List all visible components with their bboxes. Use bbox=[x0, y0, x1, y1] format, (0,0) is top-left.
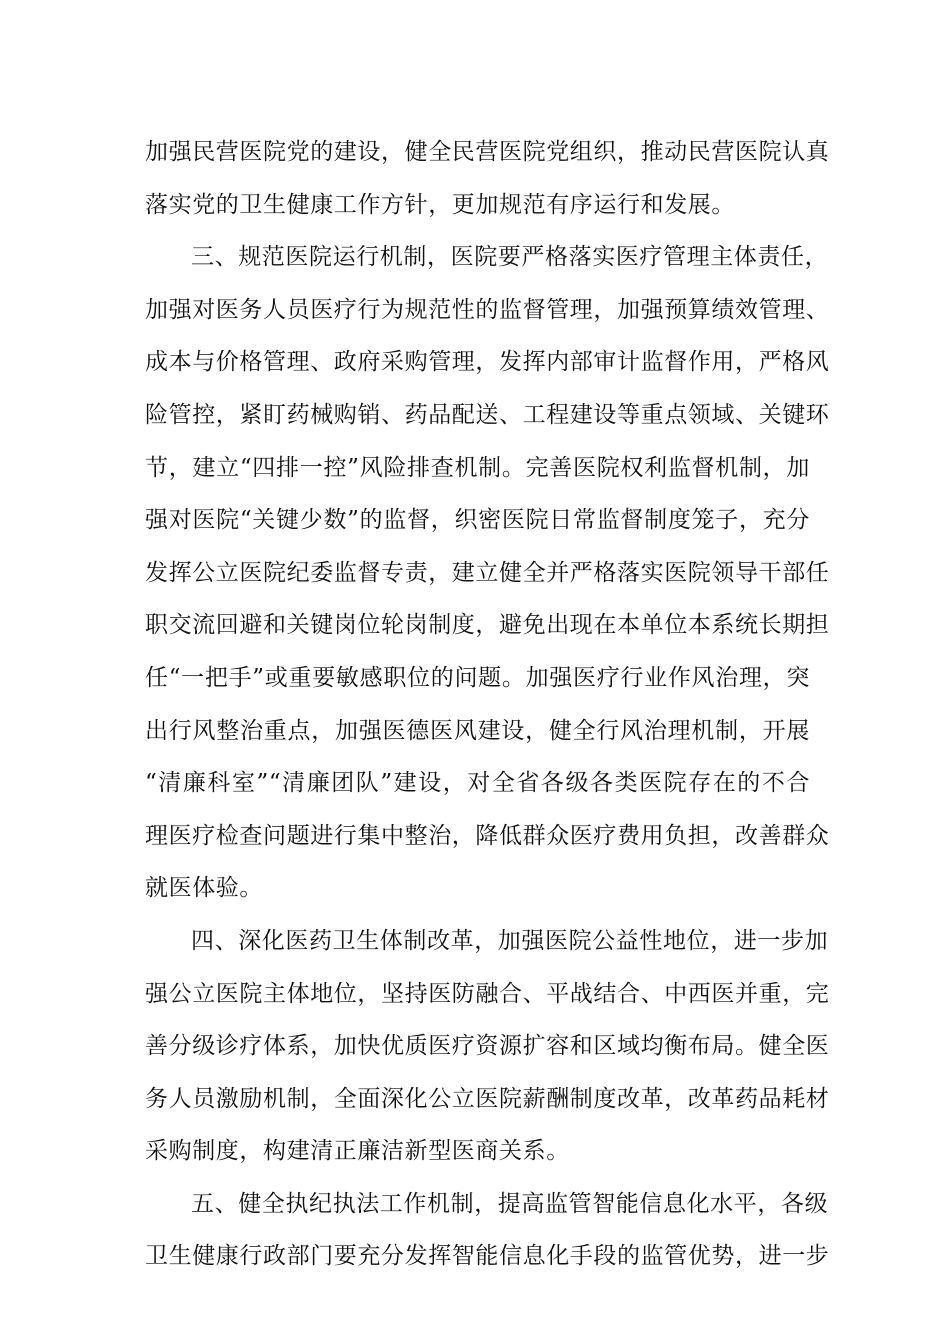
text-line: 落实党的卫生健康工作方针，更加规范有序运行和发展。 bbox=[145, 191, 735, 218]
text-line: 三、规范医院运行机制，医院要严格落实医疗管理主体责任， bbox=[191, 244, 829, 271]
text-line: 成本与价格管理、政府采购管理，发挥内部审计监督作用，严格风 bbox=[145, 349, 830, 376]
text-line: “清廉科室”“清廉团队”建设，对全省各级各类医院存在的不合 bbox=[145, 770, 810, 797]
paragraph-five bbox=[145, 1178, 830, 1283]
text-line: 强公立医院主体地位，坚持医防融合、平战结合、中西医并重，完 bbox=[145, 980, 830, 1007]
text-line: 卫生健康行政部门要充分发挥智能信息化手段的监管优势，进一步 bbox=[145, 1243, 830, 1270]
paragraph-intro bbox=[145, 126, 830, 231]
paragraph-four bbox=[145, 915, 830, 1178]
paragraph-three bbox=[145, 231, 830, 915]
text-line: 出行风整治重点，加强医德医风建设，健全行风治理机制，开展 bbox=[145, 717, 810, 744]
text-line: 加强民营医院党的建设，健全民营医院党组织，推动民营医院认真 bbox=[145, 139, 830, 165]
text-line: 理医疗检查问题进行集中整治，降低群众医疗费用负担，改善群众 bbox=[145, 822, 830, 849]
text-line: 发挥公立医院纪委监督专责，建立健全并严格落实医院领导干部任 bbox=[145, 559, 830, 586]
text-line: 务人员激励机制，全面深化公立医院薪酬制度改革，改革药品耗材 bbox=[145, 1085, 830, 1112]
text-line: 善分级诊疗体系，加快优质医疗资源扩容和区域均衡布局。健全医 bbox=[145, 1033, 830, 1060]
text-line: 任“一把手”或重要敏感职位的问题。加强医疗行业作风治理，突 bbox=[145, 664, 810, 691]
document-body bbox=[145, 126, 830, 1283]
text-line: 采购制度，构建清正廉洁新型医商关系。 bbox=[145, 1138, 570, 1165]
text-line: 职交流回避和关键岗位轮岗制度，避免出现在本单位本系统长期担 bbox=[145, 612, 830, 639]
text-line: 险管控，紧盯药械购销、药品配送、工程建设等重点领域、关键环 bbox=[145, 401, 830, 428]
text-line: 强对医院“关键少数”的监督，织密医院日常监督制度笼子，充分 bbox=[145, 507, 810, 534]
text-line: 就医体验。 bbox=[145, 875, 263, 902]
text-line: 加强对医务人员医疗行为规范性的监督管理，加强预算绩效管理、 bbox=[145, 296, 830, 323]
text-line: 五、健全执纪执法工作机制，提高监管智能信息化水平，各级 bbox=[191, 1190, 829, 1217]
text-line: 四、深化医药卫生体制改革，加强医院公益性地位，进一步加 bbox=[191, 927, 829, 954]
text-line: 节，建立“四排一控”风险排查机制。完善医院权利监督机制，加 bbox=[145, 454, 810, 481]
